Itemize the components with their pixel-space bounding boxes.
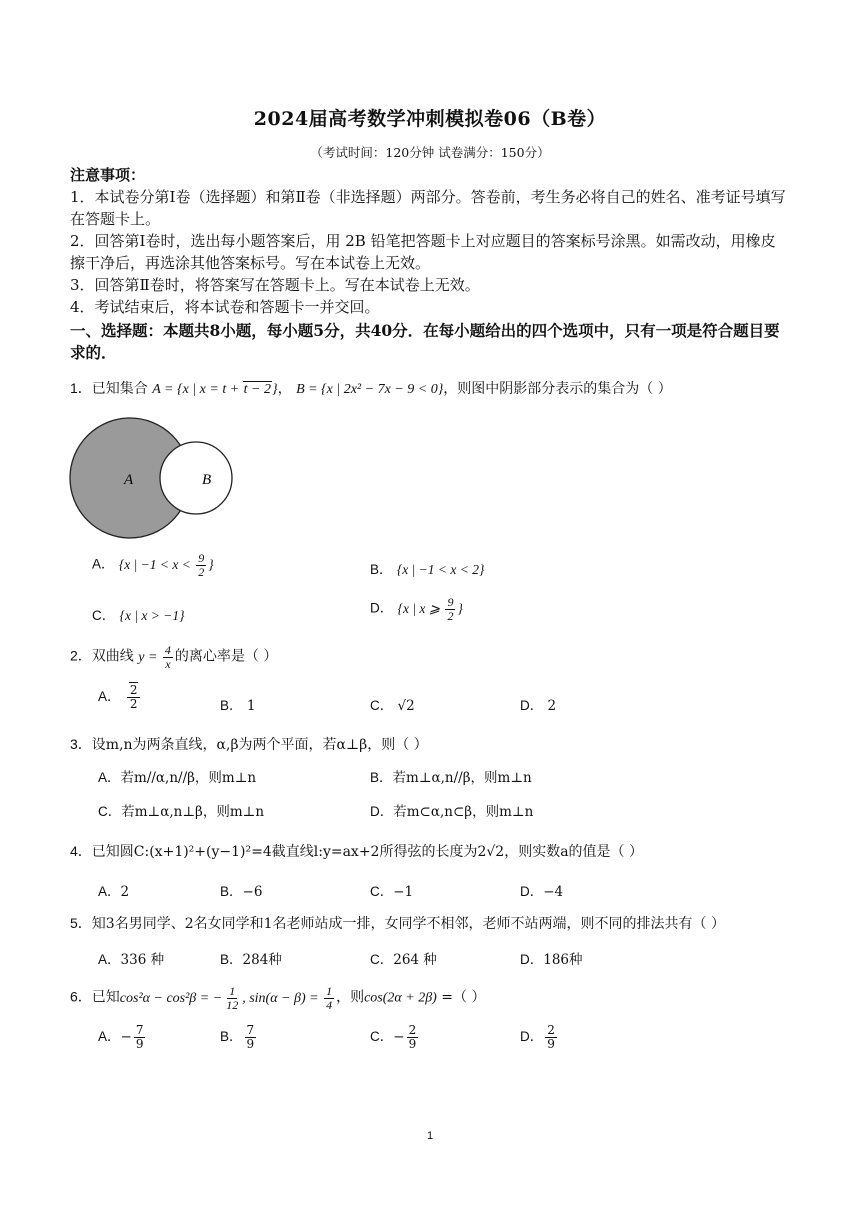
- question-5: [70, 913, 725, 933]
- option-label: B．: [220, 698, 243, 713]
- option-2c[interactable]: [370, 694, 415, 714]
- venn-label-b: B: [202, 472, 212, 488]
- option-4d[interactable]: [520, 880, 563, 900]
- option-label: C．: [92, 608, 116, 623]
- set-b-expression: B = {x | 2x² − 7x − 9 < 0}: [296, 382, 444, 397]
- option-math: − $\frac{2}{9}$: [393, 1023, 417, 1051]
- option-label: B．: [370, 562, 393, 577]
- option-label: C．: [370, 884, 394, 899]
- option-text: −1: [393, 884, 414, 900]
- notice-item: 1．本试卷分第Ⅰ卷（选择题）和第Ⅱ卷（非选择题）两部分。答卷前，考生务必将自己的姓名、准考证号填写在答题卡上。: [70, 188, 786, 228]
- notice-item: 4．考试结束后，将本试卷和答题卡一并交回。: [70, 298, 380, 316]
- option-label: B．: [220, 1029, 243, 1044]
- question-number: 6．: [70, 988, 92, 1005]
- option-label: D．: [520, 1029, 544, 1044]
- option-text: 若m⊂α,n⊂β，则m⊥n: [393, 804, 534, 820]
- option-text: 2: [547, 698, 557, 714]
- option-label: A．: [98, 952, 121, 967]
- question-2: [70, 644, 277, 671]
- option-label: B．: [220, 884, 243, 899]
- question-text: 已知集合: [91, 381, 148, 397]
- option-1b[interactable]: [370, 558, 484, 578]
- set-b-circle: [160, 442, 232, 514]
- option-label: C．: [98, 804, 122, 819]
- option-text: 若m//α,n//β，则m⊥n: [120, 770, 257, 786]
- question-number: 5．: [70, 915, 92, 931]
- option-text: 284种: [242, 952, 282, 968]
- option-3a[interactable]: [98, 766, 256, 786]
- option-text: 若m⊥α,n⊥β，则m⊥n: [121, 804, 265, 820]
- question-text: 双曲线: [91, 648, 134, 665]
- option-text: 若m⊥α,n//β，则m⊥n: [392, 770, 532, 786]
- option-4b[interactable]: [220, 880, 262, 900]
- option-text: 1: [246, 698, 256, 714]
- venn-label-a: A: [124, 472, 134, 488]
- option-5c[interactable]: [370, 948, 437, 968]
- set-a-expression: A = {x | x = t + t − 2}: [152, 382, 278, 397]
- notice-item: 2．回答第Ⅰ卷时，选出每小题答案后，用 2B 铅笔把答题卡上对应题目的答案标号涂黑。如需改动，用橡皮擦干净后，再选涂其他答案标号。写在本试卷上无效。: [70, 232, 776, 272]
- option-label: A．: [98, 884, 121, 899]
- option-label: A．: [98, 689, 121, 704]
- option-2b[interactable]: [220, 694, 255, 714]
- option-text: 2: [120, 884, 130, 900]
- option-3b[interactable]: [370, 766, 532, 786]
- option-label: B．: [370, 770, 393, 785]
- option-label: D．: [370, 804, 394, 819]
- option-math: $\frac{7}{9}$: [246, 1023, 255, 1051]
- question-number: 2．: [70, 647, 92, 664]
- option-text: −4: [543, 884, 564, 900]
- question-number: 4．: [70, 843, 92, 859]
- question-text: 知3名男同学、2名女同学和1名老师站成一排，女同学不相邻，老师不站两端，则不同的排法共有（ ）: [91, 916, 725, 932]
- question-text: 已知圆C:(x+1)²+(y−1)²=4截直线l:y=ax+2所得弦的长度为2√2，则实数a的值是（ ）: [91, 844, 643, 860]
- option-3c[interactable]: [98, 800, 264, 820]
- exam-subtitle: （考试时间：120分钟 试卷满分：150分）: [310, 145, 550, 160]
- option-text: {x | −1 < x < 2}: [396, 562, 485, 577]
- option-6b[interactable]: [220, 1024, 258, 1051]
- option-text: {x | x > −1}: [119, 608, 185, 623]
- option-math: $\frac{2}{2}$: [127, 684, 141, 711]
- option-label: C．: [370, 698, 394, 713]
- question-number: 1．: [70, 380, 92, 396]
- notice-block: [70, 164, 790, 318]
- venn-diagram: [68, 414, 238, 544]
- option-text: 186种: [543, 952, 583, 968]
- option-label: A．: [98, 770, 121, 785]
- option-math: − $\frac{7}{9}$: [120, 1023, 144, 1051]
- option-4c[interactable]: [370, 880, 413, 900]
- option-5b[interactable]: [220, 948, 282, 968]
- option-3d[interactable]: [370, 800, 533, 820]
- option-1a[interactable]: [92, 552, 214, 579]
- option-4a[interactable]: [98, 880, 129, 900]
- option-math: $\frac{2}{9}$: [547, 1023, 555, 1051]
- exam-title: 2024届高考数学冲刺模拟卷06（B卷）: [253, 108, 607, 130]
- question-4: [70, 841, 643, 861]
- option-5a[interactable]: [98, 948, 164, 968]
- option-5d[interactable]: [520, 948, 583, 968]
- option-text: √2: [397, 698, 415, 714]
- option-2d[interactable]: [520, 694, 556, 714]
- option-label: D．: [520, 698, 544, 713]
- question-3: [70, 734, 428, 754]
- question-text: 设m,n为两条直线，α,β为两个平面，若α⊥β，则（ ）: [91, 737, 428, 753]
- option-6c[interactable]: [370, 1024, 420, 1051]
- option-text: 264 种: [393, 952, 437, 968]
- option-label: A．: [92, 556, 115, 572]
- question-text-tail: 的离心率是（ ）: [174, 648, 278, 665]
- option-label: A．: [98, 1029, 121, 1044]
- option-label: D．: [520, 884, 544, 899]
- page-number: 1: [426, 1130, 434, 1142]
- section-heading: 一、选择题：本题共8小题，每小题5分，共40分．在每小题给出的四个选项中，只有一项是符合题目要求的．: [70, 321, 780, 362]
- q6-math: cos²α − cos²β = − $\frac{1}{12}$ , sin(α − β) = $\frac{1}{4}$: [119, 984, 333, 1012]
- option-6d[interactable]: [520, 1024, 559, 1051]
- option-label: D．: [370, 600, 394, 616]
- option-6a[interactable]: [98, 1024, 147, 1051]
- option-text: 336 种: [120, 952, 165, 968]
- option-label: C．: [370, 1029, 394, 1044]
- option-label: D．: [520, 952, 544, 967]
- question-number: 3．: [70, 736, 92, 752]
- option-math: {x | −1 < x < $\frac{9}{2}$ }: [118, 551, 214, 579]
- option-label: B．: [220, 952, 243, 967]
- question-6: 6．已知cos²α − cos²β = − $\frac{1}{12}$ , sin(α − β) = $\frac{1}{4}$ ，则cos(2α + 2β) =（ ）: [70, 984, 486, 1012]
- option-label: C．: [370, 952, 394, 967]
- hyperbola-expression: y = $\frac{4}{x}$: [138, 643, 171, 671]
- option-2a[interactable]: [98, 684, 142, 711]
- question-1: 1．已知集合 A = {x | x = t + t − 2}， B = {x | 2x² − 7x − 9 < 0}，则图中阴影部分表示的集合为（ ）: [70, 380, 672, 397]
- option-text: −6: [242, 884, 263, 900]
- question-text-tail: ，则图中阴影部分表示的集合为（ ）: [443, 381, 672, 397]
- option-math: {x | x ⩾ $\frac{9}{2}$ }: [397, 595, 463, 623]
- option-1c[interactable]: [92, 604, 185, 624]
- notice-item: 3．回答第Ⅱ卷时，将答案写在答题卡上。写在本试卷上无效。: [70, 276, 480, 294]
- option-1d[interactable]: [370, 596, 463, 623]
- notice-heading: 注意事项：: [70, 166, 146, 184]
